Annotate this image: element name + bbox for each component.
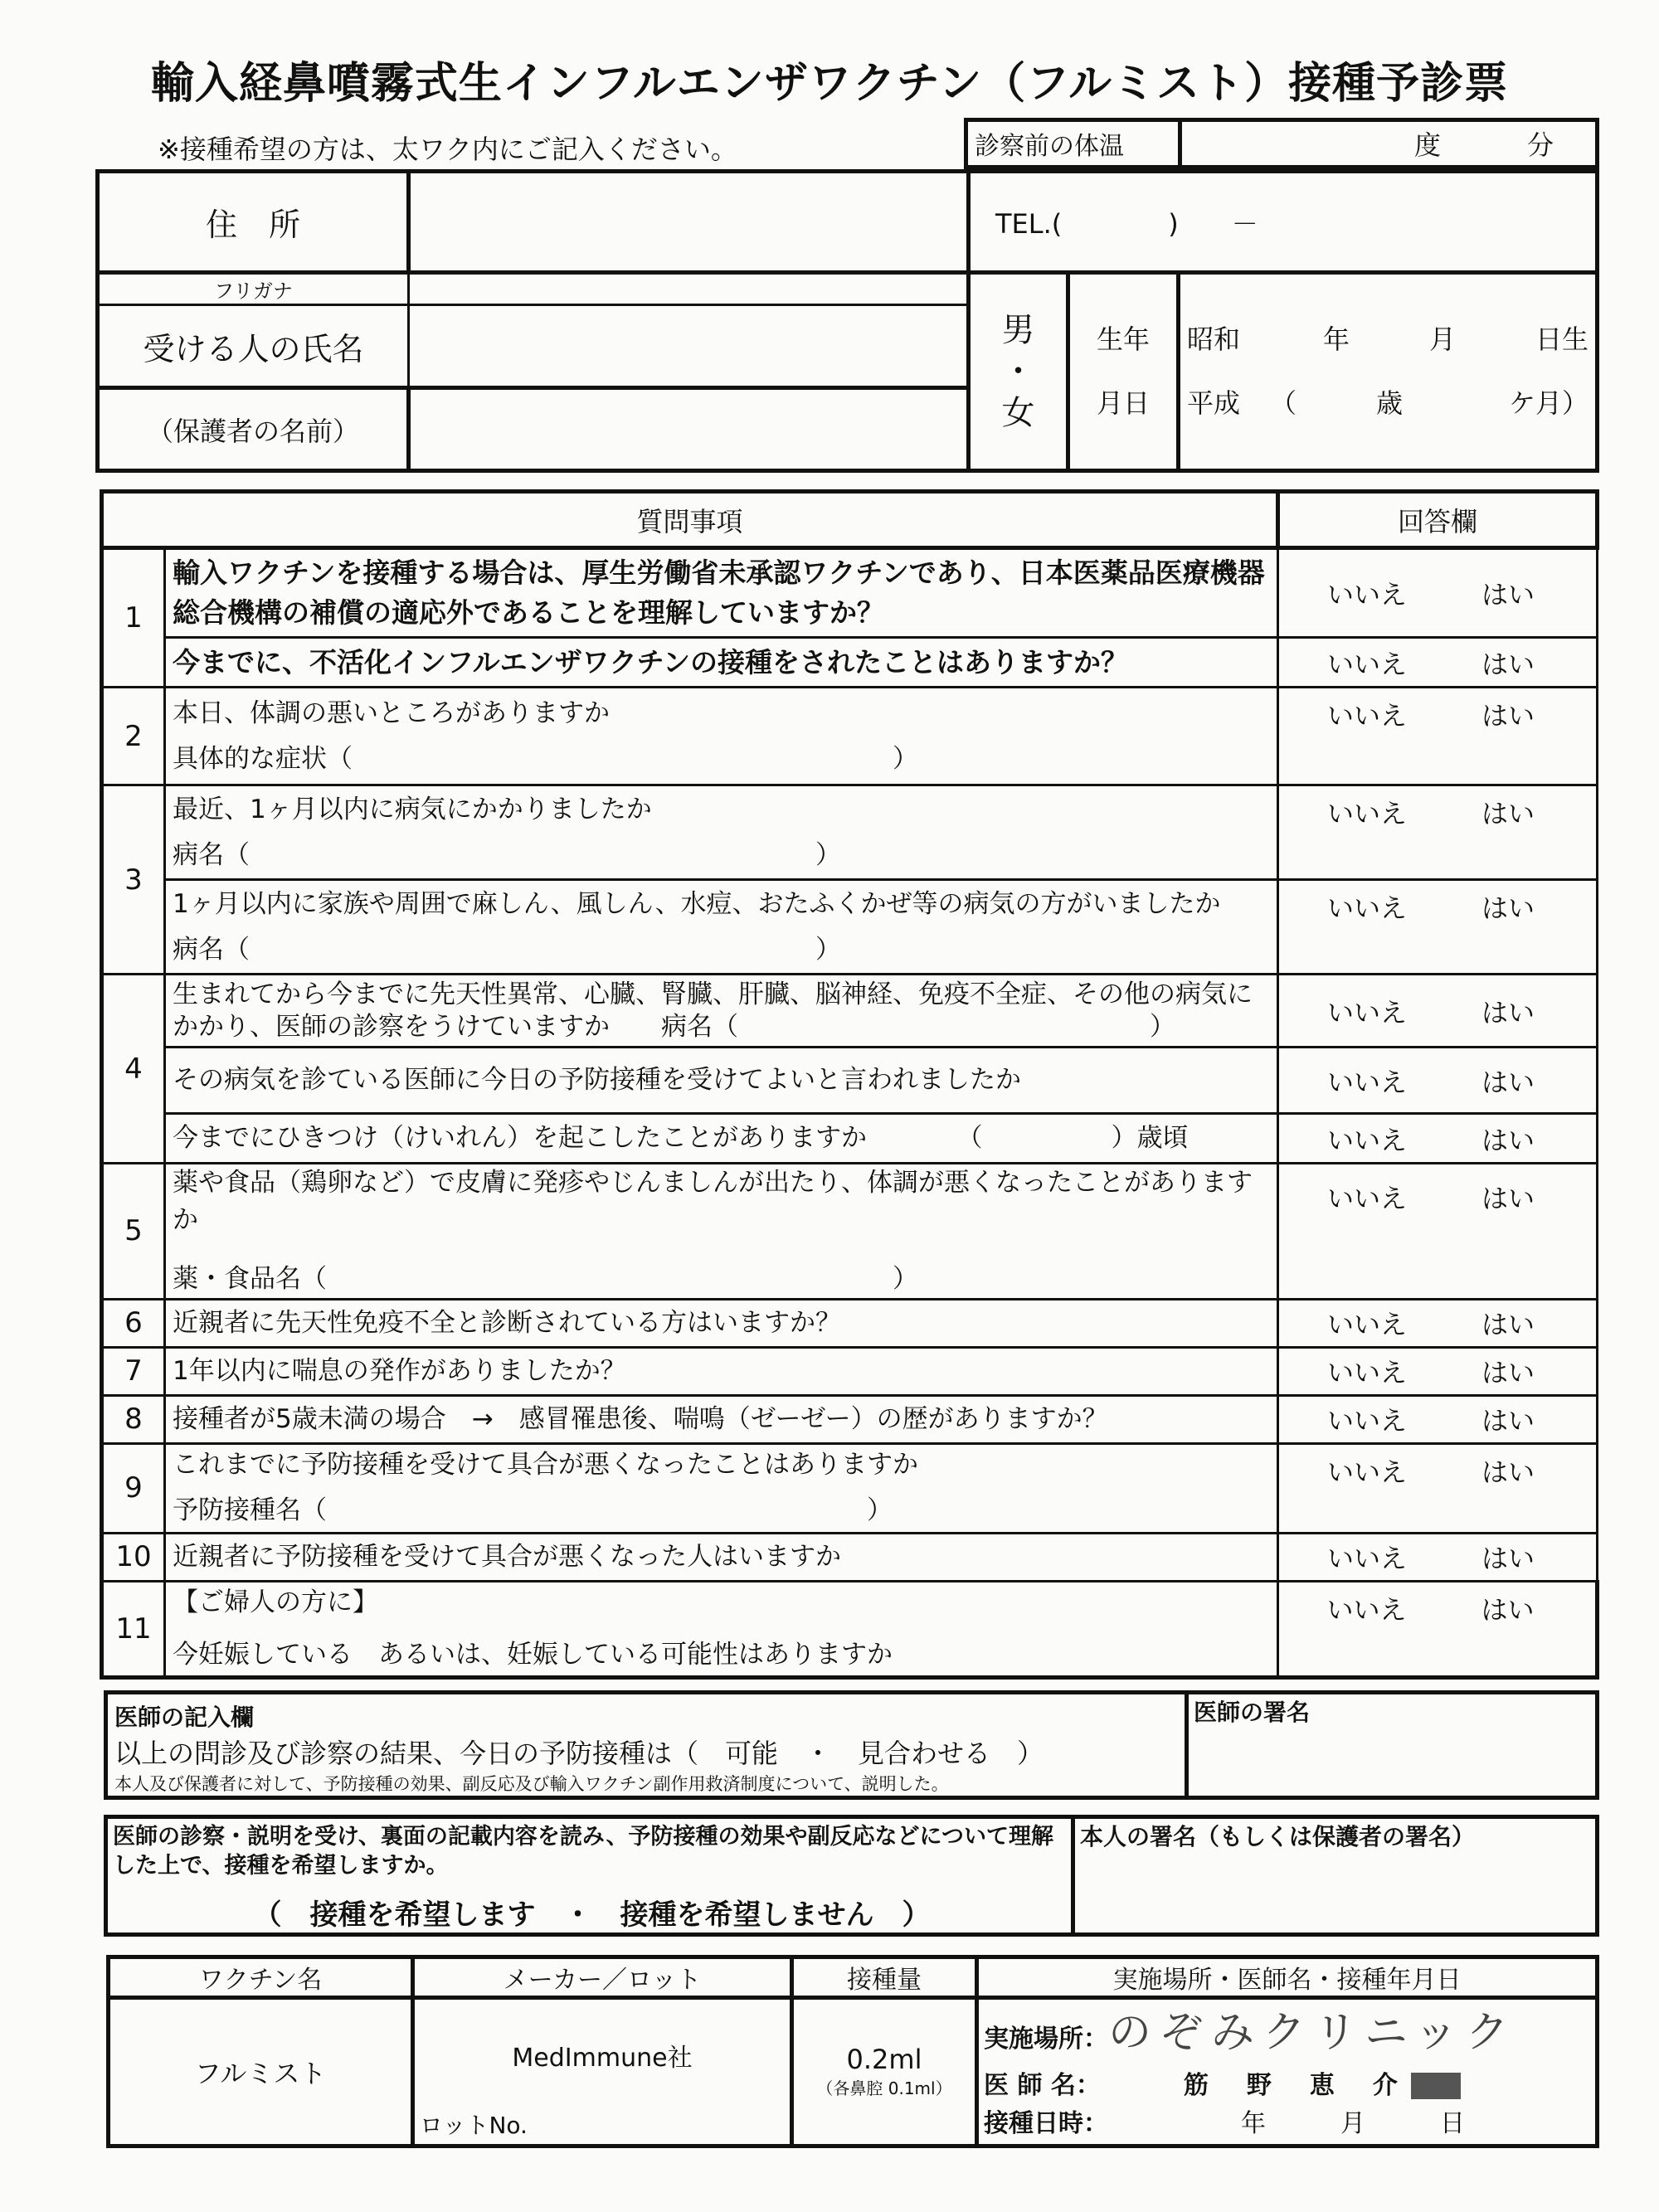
question-1b: 今までに、不活化インフルエンザワクチンの接種をされたことはありますか？ bbox=[165, 638, 1278, 688]
question-3b bbox=[165, 880, 1278, 975]
birthdate-field[interactable] bbox=[1179, 273, 1598, 471]
answer-yes[interactable]: はい bbox=[1481, 1066, 1535, 1098]
question-5b[interactable]: 薬・食品名（ ） bbox=[173, 1263, 918, 1294]
answer-3a[interactable] bbox=[1278, 785, 1598, 880]
answer-yes[interactable]: はい bbox=[1481, 700, 1535, 732]
answer-yes[interactable]: はい bbox=[1481, 1357, 1535, 1389]
question-5 bbox=[165, 1164, 1278, 1300]
answer-4c[interactable] bbox=[1278, 1114, 1598, 1164]
answer-4a[interactable] bbox=[1278, 975, 1598, 1048]
question-2 bbox=[165, 688, 1278, 785]
answer-no[interactable]: いいえ bbox=[1326, 579, 1407, 610]
doctor-decision[interactable]: 以上の問診及び診察の結果、今日の予防接種は（ 可能 ・ 見合わせる ） bbox=[114, 1738, 1044, 1769]
doctor-entry bbox=[106, 1693, 1187, 1798]
guardian-label: （保護者の名前） bbox=[98, 388, 409, 471]
vaccine-table bbox=[106, 1955, 1599, 2148]
question-number: 10 bbox=[102, 1533, 165, 1581]
question-4c: 今までにひきつけ（けいれん）を起こしたことがありますか （ ）歳頃 bbox=[165, 1114, 1278, 1164]
sex-female: 女 bbox=[1001, 394, 1035, 432]
question-6: 近親者に先天性免疫不全と診断されている方はいますか？ bbox=[165, 1299, 1278, 1347]
question-3b-text: 1ヶ月以内に家族や周囲で麻しん、風しん、水痘、おたふくかぜ等の病気の方がいましたか bbox=[173, 888, 1221, 919]
dose-header: 接種量 bbox=[792, 1957, 977, 1998]
question-10: 近親者に予防接種を受けて具合が悪くなった人はいますか bbox=[165, 1533, 1278, 1581]
answer-no[interactable]: いいえ bbox=[1326, 892, 1407, 924]
answer-no[interactable]: いいえ bbox=[1326, 1066, 1407, 1098]
question-3a-text: 最近、1ヶ月以内に病気にかかりましたか bbox=[173, 794, 652, 824]
furigana-label: フリガナ bbox=[98, 273, 409, 305]
doctor-seal-icon bbox=[1411, 2073, 1461, 2099]
question-11 bbox=[165, 1581, 1278, 1677]
doctor-section bbox=[104, 1690, 1599, 1800]
question-4a: 生まれてから今までに先天性異常、心臓、腎臓、肝臓、脳神経、免疫不全症、その他の病気にかかり、医師の診察をうけていますか 病名（ ） bbox=[165, 975, 1278, 1048]
answer-no[interactable]: いいえ bbox=[1326, 1456, 1407, 1488]
question-3a bbox=[165, 785, 1278, 880]
era-heisei: 平成 bbox=[1187, 387, 1241, 419]
address-label: 住 所 bbox=[98, 172, 409, 273]
vaccination-date-label: 接種日時： bbox=[984, 2109, 1108, 2139]
degree-unit: 度 bbox=[1414, 129, 1442, 161]
questionnaire-table bbox=[100, 489, 1599, 1680]
answer-8[interactable] bbox=[1278, 1395, 1598, 1443]
question-11a: 【ご婦人の方に】 bbox=[173, 1587, 378, 1617]
question-number: 1 bbox=[102, 548, 165, 688]
personal-info-table bbox=[95, 169, 1599, 473]
question-9b[interactable]: 予防接種名（ ） bbox=[173, 1495, 893, 1526]
question-header: 質問事項 bbox=[102, 492, 1278, 548]
lot-number-field[interactable]: ロットNo. bbox=[420, 2111, 528, 2139]
question-number: 11 bbox=[102, 1581, 165, 1677]
age-field: （ 歳 ケ月） bbox=[1269, 387, 1588, 419]
answer-1a[interactable] bbox=[1278, 548, 1598, 638]
answer-yes[interactable]: はい bbox=[1481, 1405, 1535, 1437]
question-11b: 今妊娠している あるいは、妊娠している可能性はありますか bbox=[173, 1639, 893, 1670]
answer-yes[interactable]: はい bbox=[1481, 1124, 1535, 1156]
consent-choice[interactable]: （ 接種を希望します ・ 接種を希望しません ） bbox=[253, 1898, 931, 1932]
question-number: 2 bbox=[102, 688, 165, 785]
birth-ymd: 年 月 日生 bbox=[1322, 323, 1588, 356]
era-showa: 昭和 bbox=[1187, 323, 1241, 356]
form-title: 輸入経鼻噴霧式生インフルエンザワクチン（フルミスト）接種予診票 bbox=[150, 59, 1509, 109]
doctor-name: 筋 野 恵 介 bbox=[1183, 2070, 1404, 2100]
birthdate-label-2: 月日 bbox=[1096, 387, 1150, 419]
place-cell bbox=[977, 1998, 1598, 2146]
dose-note: （各鼻腔 0.1ml） bbox=[816, 2078, 952, 2099]
answer-9[interactable] bbox=[1278, 1443, 1598, 1533]
temperature-field[interactable] bbox=[1180, 120, 1598, 168]
answer-yes[interactable]: はい bbox=[1481, 579, 1535, 610]
guardian-field[interactable] bbox=[409, 388, 969, 471]
answer-no[interactable]: いいえ bbox=[1326, 700, 1407, 732]
question-9 bbox=[165, 1443, 1278, 1533]
consent-section bbox=[104, 1815, 1599, 1937]
question-number: 5 bbox=[102, 1164, 165, 1300]
maker-lot-header: メーカー／ロット bbox=[413, 1957, 792, 1998]
question-3b-disease[interactable]: 病名（ ） bbox=[173, 934, 841, 965]
question-number: 3 bbox=[102, 785, 165, 975]
doctor-signature-label: 医師の署名 bbox=[1194, 1699, 1311, 1726]
answer-2[interactable] bbox=[1278, 688, 1598, 785]
vaccine-name-header: ワクチン名 bbox=[109, 1957, 413, 1998]
answer-no[interactable]: いいえ bbox=[1326, 648, 1407, 680]
answer-6[interactable] bbox=[1278, 1299, 1598, 1347]
question-number: 9 bbox=[102, 1443, 165, 1533]
answer-yes[interactable]: はい bbox=[1481, 1309, 1535, 1341]
answer-yes[interactable]: はい bbox=[1481, 648, 1535, 680]
sex-male: 男 bbox=[1001, 311, 1035, 349]
instruction-note: ※接種希望の方は、太ワク内にご記入ください。 bbox=[158, 134, 737, 165]
sex-field[interactable] bbox=[969, 273, 1068, 471]
answer-yes[interactable]: はい bbox=[1481, 1543, 1535, 1575]
answer-no[interactable]: いいえ bbox=[1326, 1357, 1407, 1389]
answer-header: 回答欄 bbox=[1278, 492, 1598, 548]
tel-field[interactable]: TEL.( ) － bbox=[969, 172, 1598, 273]
temperature-label: 診察前の体温 bbox=[966, 120, 1180, 168]
answer-4b[interactable] bbox=[1278, 1048, 1598, 1114]
doctor-entry-title: 医師の記入欄 bbox=[114, 1704, 255, 1731]
question-number: 6 bbox=[102, 1299, 165, 1347]
doctor-signature-field[interactable] bbox=[1187, 1693, 1598, 1798]
question-3a-disease[interactable]: 病名（ ） bbox=[173, 839, 841, 870]
patient-signature-field[interactable] bbox=[1073, 1817, 1598, 1935]
sex-separator: ・ bbox=[1001, 352, 1035, 391]
consent-text: 医師の診察・説明を受け、裏面の記載内容を読み、予防接種の効果や副反応などについて理解した上で、接種を希望しますか。 bbox=[113, 1824, 1053, 1879]
minute-unit: 分 bbox=[1526, 129, 1554, 161]
question-1a: 輸入ワクチンを接種する場合は、厚生労働省未承認ワクチンであり、日本医薬品医療機器総合機構の補償の適応外であることを理解していますか？ bbox=[165, 548, 1278, 638]
furigana-field[interactable] bbox=[409, 273, 969, 305]
maker-lot-cell bbox=[413, 1998, 792, 2146]
answer-yes[interactable]: はい bbox=[1481, 1456, 1535, 1488]
answer-10[interactable] bbox=[1278, 1533, 1598, 1581]
answer-yes[interactable]: はい bbox=[1481, 996, 1535, 1028]
name-field[interactable] bbox=[409, 305, 969, 388]
vaccine-name: フルミスト bbox=[109, 1998, 413, 2146]
answer-no[interactable]: いいえ bbox=[1326, 1593, 1407, 1626]
answer-yes[interactable]: はい bbox=[1481, 798, 1535, 829]
birthdate-label-1: 生年 bbox=[1096, 323, 1150, 356]
answer-5[interactable] bbox=[1278, 1164, 1598, 1300]
question-2b[interactable]: 具体的な症状（ ） bbox=[173, 743, 918, 774]
answer-no[interactable]: いいえ bbox=[1326, 996, 1407, 1028]
question-8: 接種者が5歳未満の場合 → 感冒罹患後、喘鳴（ゼーゼー）の歴がありますか？ bbox=[165, 1395, 1278, 1443]
place-header: 実施場所・医師名・接種年月日 bbox=[977, 1957, 1598, 1998]
question-number: 4 bbox=[102, 975, 165, 1164]
place-label: 実施場所： bbox=[984, 2025, 1108, 2054]
consent-entry bbox=[106, 1817, 1073, 1935]
question-9a: これまでに予防接種を受けて具合が悪くなったことはありますか bbox=[173, 1450, 918, 1480]
answer-no[interactable]: いいえ bbox=[1326, 1309, 1407, 1341]
name-label: 受ける人の氏名 bbox=[98, 305, 409, 388]
answer-no[interactable]: いいえ bbox=[1326, 1405, 1407, 1437]
answer-yes[interactable]: はい bbox=[1481, 1593, 1535, 1626]
dose-value: 0.2ml bbox=[846, 2044, 922, 2076]
maker-name: MedImmune社 bbox=[512, 2043, 693, 2073]
question-7: 1年以内に喘息の発作がありましたか？ bbox=[165, 1347, 1278, 1395]
birthdate-label bbox=[1068, 273, 1179, 471]
question-number: 7 bbox=[102, 1347, 165, 1395]
answer-3b[interactable] bbox=[1278, 880, 1598, 975]
clinic-stamp: のぞみクリニック bbox=[1108, 2008, 1517, 2058]
answer-no[interactable]: いいえ bbox=[1326, 1543, 1407, 1575]
answer-yes[interactable]: はい bbox=[1481, 892, 1535, 924]
answer-no[interactable]: いいえ bbox=[1326, 798, 1407, 829]
dose-cell bbox=[792, 1998, 977, 2146]
temperature-box bbox=[964, 118, 1599, 169]
address-field[interactable] bbox=[409, 172, 969, 273]
doctor-name-label: 医 師 名： bbox=[984, 2070, 1101, 2100]
answer-11[interactable] bbox=[1278, 1581, 1598, 1677]
question-number: 8 bbox=[102, 1395, 165, 1443]
answer-no[interactable]: いいえ bbox=[1326, 1183, 1407, 1214]
answer-no[interactable]: いいえ bbox=[1326, 1124, 1407, 1156]
vaccination-date-field[interactable]: 年 月 日 bbox=[1241, 2109, 1465, 2139]
patient-signature-label: 本人の署名（もしくは保護者の署名） bbox=[1080, 1823, 1476, 1850]
answer-yes[interactable]: はい bbox=[1481, 1183, 1535, 1214]
question-2a: 本日、体調の悪いところがありますか bbox=[173, 698, 610, 728]
doctor-explanation: 本人及び保護者に対して、予防接種の効果、副反応及び輸入ワクチン副作用救済制度について、説明した。 bbox=[114, 1774, 949, 1794]
answer-7[interactable] bbox=[1278, 1347, 1598, 1395]
question-5a: 薬や食品（鶏卵など）で皮膚に発疹やじんましんが出たり、体調が悪くなったことがありますか bbox=[173, 1168, 1253, 1235]
question-4b: その病気を診ている医師に今日の予防接種を受けてよいと言われましたか bbox=[165, 1048, 1278, 1114]
answer-1b[interactable] bbox=[1278, 638, 1598, 688]
